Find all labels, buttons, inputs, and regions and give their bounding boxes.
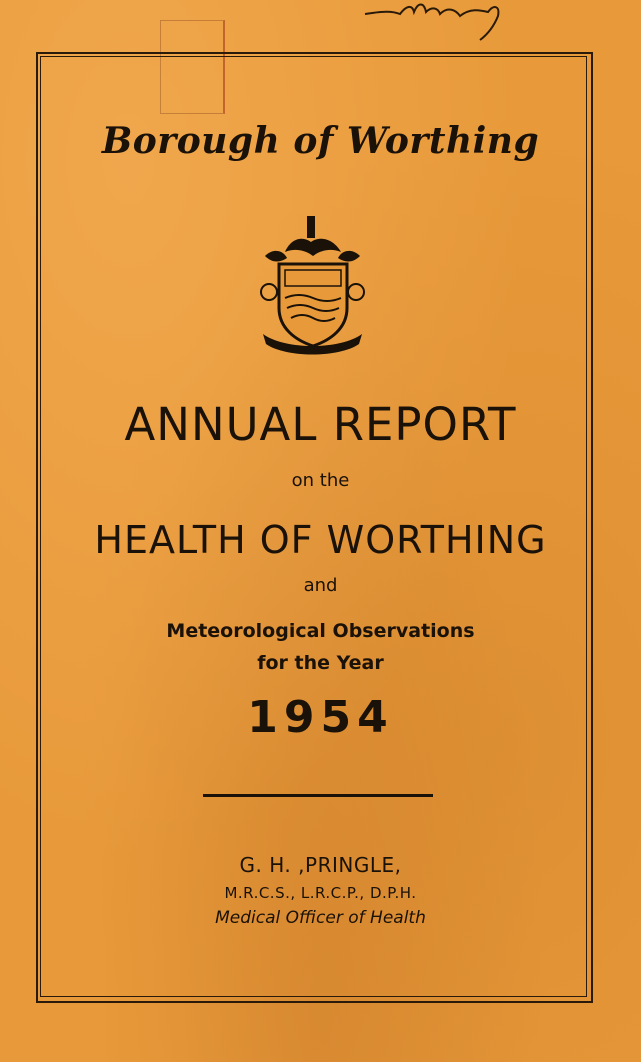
- author-name: G. H. ,PRINGLE,: [239, 853, 402, 877]
- author-role: Medical Officer of Health: [215, 908, 426, 928]
- subtitle-line-2: for the Year: [257, 652, 384, 674]
- author-qualifications: M.R.C.S., L.R.C.P., D.P.H.: [224, 884, 417, 902]
- subtitle-line-1: Meteorological Observations: [166, 620, 475, 642]
- borough-title: Borough of Worthing: [101, 120, 540, 162]
- report-subject: HEALTH OF WORTHING: [94, 518, 547, 562]
- on-the-text: on the: [291, 470, 350, 491]
- and-text: and: [303, 575, 338, 596]
- borough-crest-icon: [255, 212, 370, 358]
- divider-rule: [203, 794, 433, 797]
- report-year: 1954: [247, 692, 394, 743]
- handwritten-library-signature: [360, 0, 510, 48]
- report-title: ANNUAL REPORT: [124, 398, 517, 451]
